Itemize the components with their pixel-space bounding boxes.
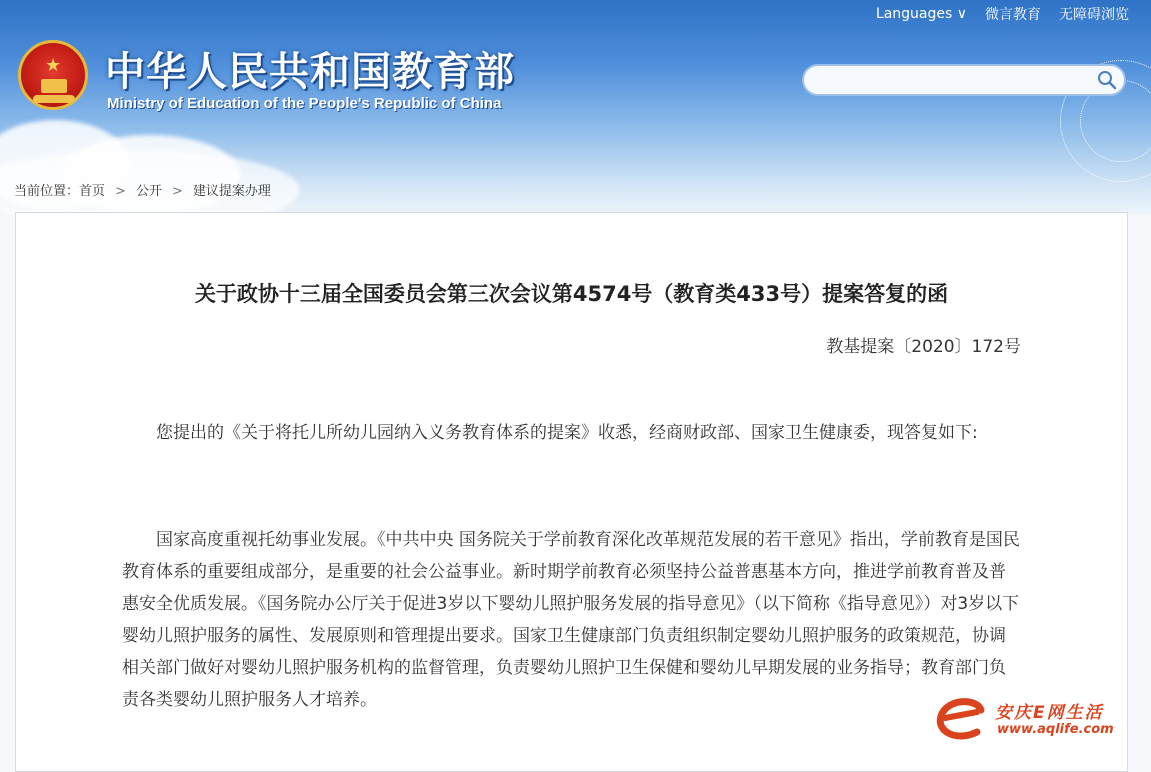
watermark-text: 安庆E网生活 bbox=[995, 703, 1104, 723]
accessible-browse-link[interactable]: 无障碍浏览 bbox=[1059, 7, 1129, 23]
breadcrumb-separator: > bbox=[171, 184, 183, 199]
e-logo-icon bbox=[933, 696, 993, 742]
national-emblem-logo[interactable] bbox=[18, 40, 88, 110]
site-title-en: Ministry of Education of the People's Republic of China bbox=[107, 95, 502, 112]
search-input[interactable] bbox=[816, 66, 1090, 96]
watermark bbox=[933, 698, 1143, 744]
article-paragraph: 您提出的《关于将托儿所幼儿园纳入义务教育体系的提案》收悉，经商财政部、国家卫生健康委，现答复如下: bbox=[156, 423, 978, 443]
languages-link[interactable]: Languages ∨ bbox=[875, 6, 967, 22]
emblem-base bbox=[33, 95, 75, 103]
breadcrumb bbox=[14, 180, 271, 199]
header-banner bbox=[0, 0, 1151, 215]
search-box bbox=[802, 64, 1126, 96]
breadcrumb-public[interactable]: 公开 bbox=[135, 184, 162, 199]
breadcrumb-home[interactable]: 首页 bbox=[79, 184, 106, 199]
watermark-url: www.aqlife.com bbox=[997, 722, 1114, 737]
top-nav bbox=[876, 4, 1129, 24]
document-number: 教基提案〔2020〕172号 bbox=[826, 337, 1021, 357]
weixin-link[interactable]: 微言教育 bbox=[985, 7, 1041, 23]
site-title-cn[interactable]: 中华人民共和国教育部 bbox=[105, 49, 515, 95]
search-icon[interactable] bbox=[1096, 69, 1118, 91]
breadcrumb-proposals[interactable]: 建议提案办理 bbox=[192, 184, 271, 199]
breadcrumb-separator: > bbox=[115, 184, 126, 199]
star-icon: ★ bbox=[45, 55, 62, 76]
article-panel bbox=[15, 212, 1128, 772]
article-paragraph: 国家高度重视托幼事业发展。《中共中央 国务院关于学前教育深化改革规范发展的若干意见》指出，学前教育是国民教育体系的重要组成部分，是重要的社会公益事业。新时期学前教育必须坚持公益普惠基本方向，推进学前教育普及普惠安全优质发展。《国务院办公厅关于促进3岁以下婴幼儿照护服务发展的指导意见》（以下简称《指导意见》）对3岁以下婴幼儿照护服务的属性、发展原则和管理提出要求。国家卫生健康部门负责组织制定婴幼儿照护服务的政策规范，协调相关部门做好对婴幼儿照护服务机构的监督管理，负责婴幼儿照护卫生保健和婴幼儿早期发展的业务指导；教育部门负责各类婴幼儿照护服务人才培养。 bbox=[122, 530, 1020, 710]
breadcrumb-prefix: 当前位置： bbox=[14, 184, 80, 199]
gate-icon bbox=[41, 79, 67, 93]
article-title: 关于政协十三届全国委员会第三次会议第4574号（教育类433号）提案答复的函 bbox=[194, 282, 949, 306]
